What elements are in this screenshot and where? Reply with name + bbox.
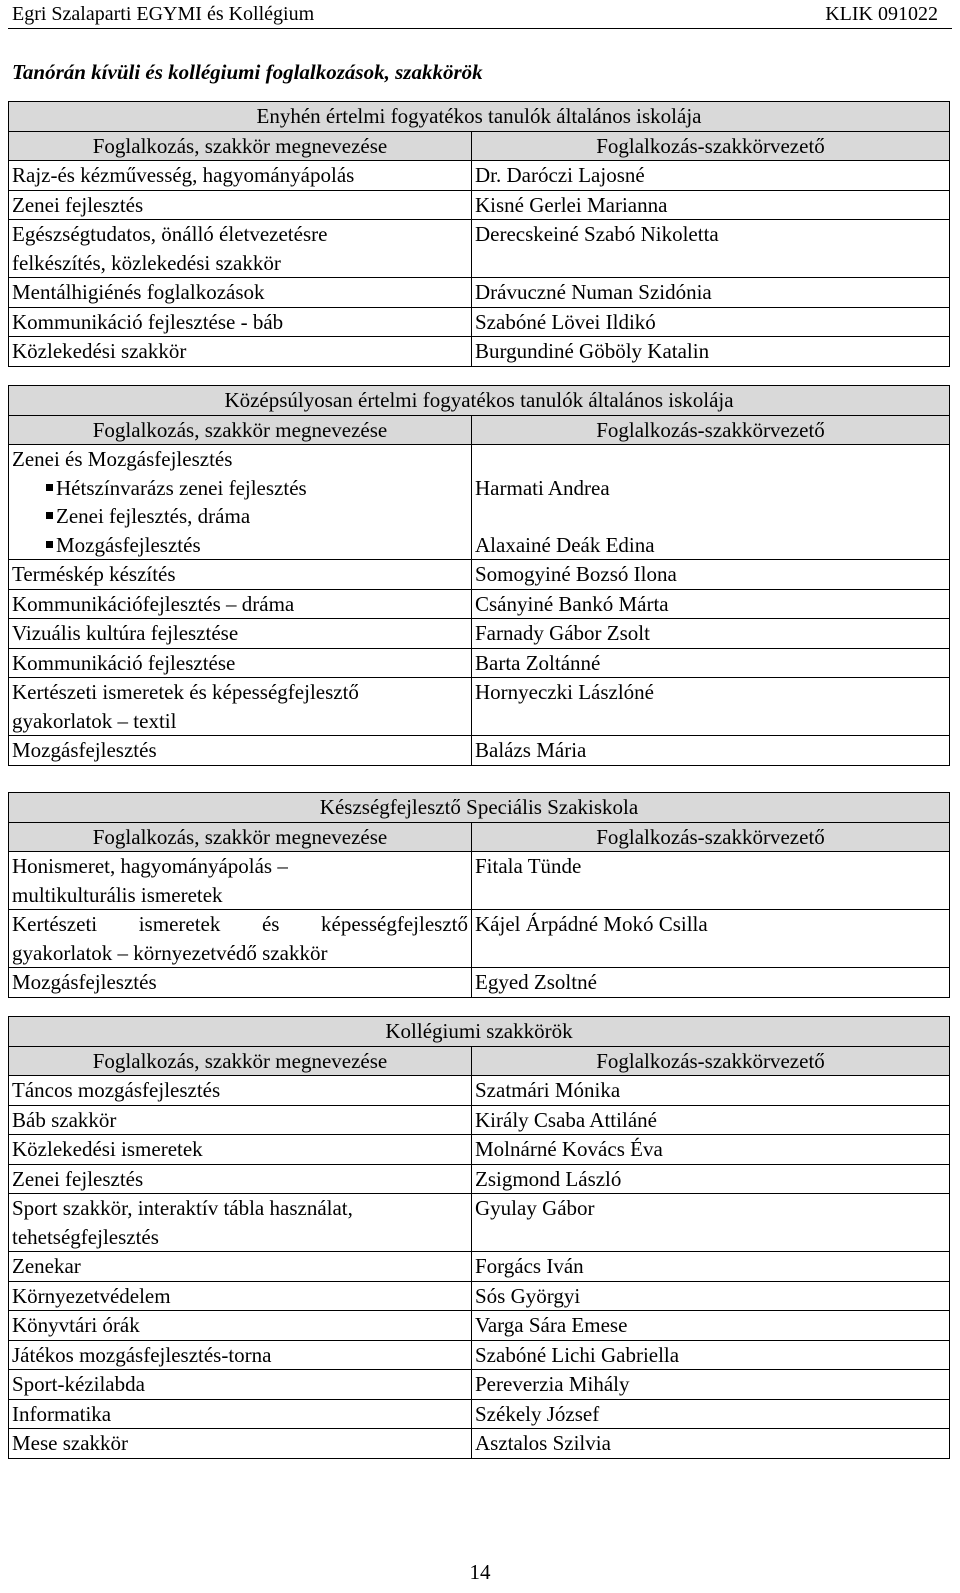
bullet-item: Hétszínvarázs zenei fejlesztés xyxy=(12,474,468,503)
activity-leader: Kájel Árpádné Mokó Csilla xyxy=(472,910,950,968)
col-header-leader: Foglalkozás-szakkörvezető xyxy=(472,1046,950,1076)
bullet-item: Zenei fejlesztés, dráma xyxy=(12,502,468,531)
table-szakiskola xyxy=(8,792,950,998)
activity-name: Mese szakkör xyxy=(9,1429,472,1459)
table-row xyxy=(9,852,950,910)
header-rule xyxy=(8,28,952,29)
page-number: 14 xyxy=(469,1560,491,1584)
activity-name: Közlekedési szakkör xyxy=(9,337,472,367)
table-row xyxy=(9,1281,950,1311)
activity-name: Táncos mozgásfejlesztés xyxy=(9,1076,472,1106)
activity-leader: Derecskeiné Szabó Nikoletta xyxy=(472,220,950,278)
activity-name: Játékos mozgásfejlesztés-torna xyxy=(9,1340,472,1370)
activity-name xyxy=(9,220,472,278)
activity-name-line2: gyakorlatok – textil xyxy=(12,708,177,733)
col-header-name: Foglalkozás, szakkör megnevezése xyxy=(9,415,472,445)
activity-leader: Sós Györgyi xyxy=(472,1281,950,1311)
activity-name: Kommunikáció fejlesztése xyxy=(9,648,472,678)
activity-name: Terméskép készítés xyxy=(9,560,472,590)
activity-name: Sport-kézilabda xyxy=(9,1370,472,1400)
activity-name: Mentálhigiénés foglalkozások xyxy=(9,278,472,308)
activity-name-line1: Honismeret, hagyományápolás – xyxy=(12,854,288,878)
activity-name: Kommunikációfejlesztés – dráma xyxy=(9,589,472,619)
activity-leader: Varga Sára Emese xyxy=(472,1311,950,1341)
header-institution: Egri Szalaparti EGYMI és Kollégium xyxy=(12,3,315,25)
activity-leader: Szabóné Lichi Gabriella xyxy=(472,1340,950,1370)
activity-name: Környezetvédelem xyxy=(9,1281,472,1311)
activity-leader: Farnady Gábor Zsolt xyxy=(472,619,950,649)
activity-name: Báb szakkör xyxy=(9,1105,472,1135)
table-row xyxy=(9,1429,950,1459)
activity-leader: Burgundiné Göböly Katalin xyxy=(472,337,950,367)
table-row xyxy=(9,648,950,678)
section-title: Tanórán kívüli és kollégiumi foglalkozások, szakkörök xyxy=(12,60,483,84)
activity-leader: Székely József xyxy=(472,1399,950,1429)
activity-name-line2: tehetségfejlesztés xyxy=(12,1224,159,1249)
activity-name-line1: Egészségtudatos, önálló életvezetésre xyxy=(12,222,328,246)
table-row xyxy=(9,1252,950,1282)
activity-name xyxy=(9,852,472,910)
page-header xyxy=(0,0,960,27)
activity-leader: Balázs Mária xyxy=(472,736,950,766)
table-row xyxy=(9,1340,950,1370)
col-header-leader: Foglalkozás-szakkörvezető xyxy=(472,415,950,445)
activity-leader: Szatmári Mónika xyxy=(472,1076,950,1106)
table-row xyxy=(9,736,950,766)
activity-name xyxy=(9,1194,472,1252)
table-row xyxy=(9,1399,950,1429)
activity-leader: Drávuczné Numan Szidónia xyxy=(472,278,950,308)
col-header-leader: Foglalkozás-szakkörvezető xyxy=(472,131,950,161)
activity-leader: Szabóné Lövei Ildikó xyxy=(472,307,950,337)
leader-line: Alaxainé Deák Edina xyxy=(475,532,655,557)
table-row xyxy=(9,589,950,619)
activity-name-line1: Kertészeti ismeretek és képességfejlesztő xyxy=(12,680,359,704)
activity-leader: Kisné Gerlei Marianna xyxy=(472,190,950,220)
activity-leader: Gyulay Gábor xyxy=(472,1194,950,1252)
table-row xyxy=(9,445,950,560)
table-row xyxy=(9,1194,950,1252)
table-title: Készségfejlesztő Speciális Szakiskola xyxy=(9,793,950,823)
activity-leader: Király Csaba Attiláné xyxy=(472,1105,950,1135)
activity-name: Mozgásfejlesztés xyxy=(9,968,472,998)
table-row xyxy=(9,161,950,191)
activity-leader: Molnárné Kovács Éva xyxy=(472,1135,950,1165)
activity-name: Zenei fejlesztés xyxy=(9,1164,472,1194)
table-row xyxy=(9,307,950,337)
activity-leader: Forgács Iván xyxy=(472,1252,950,1282)
activity-name-line1: Sport szakkör, interaktív tábla használat, xyxy=(12,1196,353,1220)
table-row xyxy=(9,619,950,649)
activity-name-line2: multikulturális ismeretek xyxy=(12,882,223,907)
activity-name xyxy=(9,910,472,968)
col-header-name: Foglalkozás, szakkör megnevezése xyxy=(9,131,472,161)
activity-name-line2: felkészítés, közlekedési szakkör xyxy=(12,250,281,275)
table-kozepsulyosan xyxy=(8,385,950,766)
activity-name: Rajz-és kézművesség, hagyományápolás xyxy=(9,161,472,191)
leader-line: Harmati Andrea xyxy=(475,475,610,500)
activity-leader: Zsigmond László xyxy=(472,1164,950,1194)
activity-group-name: Zenei és Mozgásfejlesztés xyxy=(12,447,233,471)
activity-name xyxy=(9,445,472,560)
col-header-leader: Foglalkozás-szakkörvezető xyxy=(472,822,950,852)
activity-name: Informatika xyxy=(9,1399,472,1429)
header-code: KLIK 091022 xyxy=(825,3,938,25)
table-row xyxy=(9,337,950,367)
activity-leader: Fitala Tünde xyxy=(472,852,950,910)
table-row xyxy=(9,190,950,220)
table-enyhen xyxy=(8,101,950,367)
activity-name: Zenei fejlesztés xyxy=(9,190,472,220)
table-title: Középsúlyosan értelmi fogyatékos tanulók általános iskolája xyxy=(9,386,950,416)
table-row xyxy=(9,1164,950,1194)
activity-name: Vizuális kultúra fejlesztése xyxy=(9,619,472,649)
table-row xyxy=(9,1135,950,1165)
activity-name-line2: gyakorlatok – környezetvédő szakkör xyxy=(12,940,328,965)
activity-leader: Dr. Daróczi Lajosné xyxy=(472,161,950,191)
table-title: Enyhén értelmi fogyatékos tanulók általános iskolája xyxy=(9,102,950,132)
table-row xyxy=(9,560,950,590)
activity-leader: Csányiné Bankó Márta xyxy=(472,589,950,619)
activity-leader: Barta Zoltánné xyxy=(472,648,950,678)
table-kollegium xyxy=(8,1016,950,1459)
table-row xyxy=(9,1105,950,1135)
activity-leader: Egyed Zsoltné xyxy=(472,968,950,998)
table-row xyxy=(9,1076,950,1106)
table-row xyxy=(9,278,950,308)
activity-name: Zenekar xyxy=(9,1252,472,1282)
table-row xyxy=(9,968,950,998)
activity-leader: Hornyeczki Lászlóné xyxy=(472,678,950,736)
table-row xyxy=(9,1370,950,1400)
activity-name xyxy=(9,678,472,736)
table-row xyxy=(9,678,950,736)
table-title: Kollégiumi szakkörök xyxy=(9,1017,950,1047)
table-row xyxy=(9,220,950,278)
activity-leader: Pereverzia Mihály xyxy=(472,1370,950,1400)
table-row xyxy=(9,910,950,968)
bullet-item: Mozgásfejlesztés xyxy=(12,531,468,560)
activity-name-line1: Kertészeti ismeretek és képességfejlesztő xyxy=(12,912,468,936)
activity-leader xyxy=(472,445,950,560)
col-header-name: Foglalkozás, szakkör megnevezése xyxy=(9,1046,472,1076)
activity-name: Kommunikáció fejlesztése - báb xyxy=(9,307,472,337)
activity-name: Közlekedési ismeretek xyxy=(9,1135,472,1165)
activity-name: Mozgásfejlesztés xyxy=(9,736,472,766)
activity-leader: Asztalos Szilvia xyxy=(472,1429,950,1459)
table-row xyxy=(9,1311,950,1341)
activity-name: Könyvtári órák xyxy=(9,1311,472,1341)
col-header-name: Foglalkozás, szakkör megnevezése xyxy=(9,822,472,852)
activity-leader: Somogyiné Bozsó Ilona xyxy=(472,560,950,590)
